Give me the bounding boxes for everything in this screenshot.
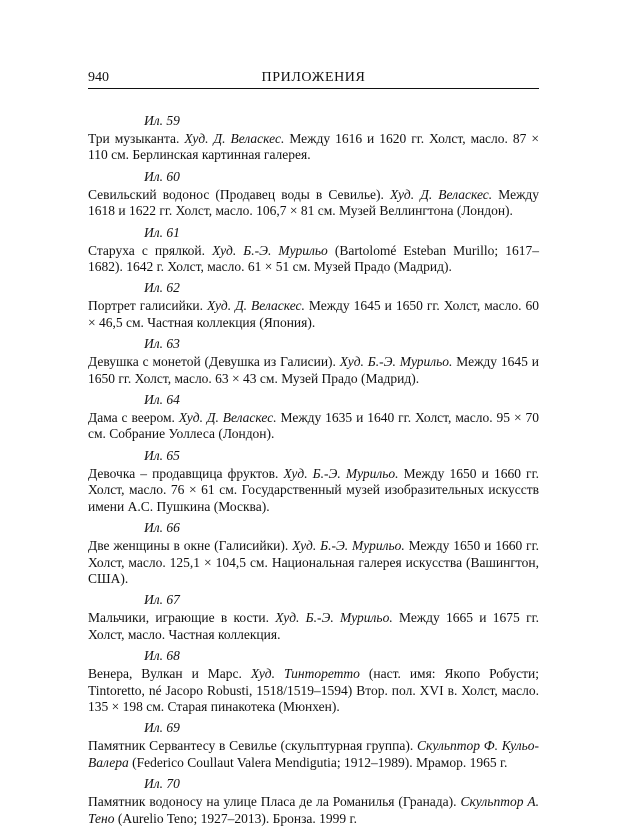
caption-text: Между 1645 и 1650 гг. Холст, масло. 63 × 43 см. Музей Прадо (Мадрид).: [88, 354, 539, 386]
caption-text: Девушка с монетой (Девушка из Галисии).: [88, 354, 340, 370]
caption-author: Скульптор А. Тено: [88, 794, 539, 826]
illustration-entry: [88, 391, 539, 443]
illustration-caption: [88, 738, 539, 771]
illustration-entry: [88, 168, 539, 220]
illustration-label: Ил. 63: [144, 336, 180, 352]
illustration-caption: [88, 131, 539, 164]
caption-text: (Federico Coullaut Valera Mendigutia; 1912–1989). Мрамор. 1965 г.: [128, 754, 508, 770]
caption-text: (наст. имя: Якопо Робусти; Tintoretto, né Jacopo Robusti, 1518/1519–1594) Втор. пол. XVI в. Холст, масло. 135 × 198 см. Старая пинакотека (Мюнхен).: [88, 666, 540, 714]
caption-author: Худ. Д. Веласкес.: [178, 410, 277, 426]
caption-author: Худ. Б.-Э. Мурильо.: [275, 610, 393, 626]
illustration-entry: [88, 447, 539, 515]
illustration-list: [88, 112, 539, 831]
illustration-caption: [88, 610, 539, 643]
caption-author: Худ. Б.-Э. Мурильо.: [292, 538, 405, 554]
caption-author: Худ. Б.-Э. Мурильо: [212, 242, 328, 258]
caption-text: Между 1635 и 1640 гг. Холст, масло. 95 × 70 см. Собрание Уоллеса (Лондон).: [88, 410, 539, 442]
illustration-label: Ил. 66: [144, 520, 180, 536]
illustration-caption: [88, 410, 539, 443]
caption-text: (Aurelio Teno; 1927–2013). Бронза. 1999 г.: [114, 810, 357, 826]
caption-text: Портрет галисийки.: [88, 298, 207, 314]
illustration-entry: [88, 647, 539, 715]
illustration-caption: [88, 354, 539, 387]
caption-text: Девочка – продавщица фруктов.: [88, 465, 284, 481]
page-number: 940: [88, 70, 109, 85]
caption-author: Худ. Д. Веласкес.: [184, 131, 285, 146]
illustration-label: Ил. 62: [144, 280, 180, 296]
illustration-entry: [88, 335, 539, 387]
caption-text: Дама с веером.: [88, 410, 179, 426]
illustration-label: Ил. 64: [144, 392, 180, 408]
running-head: ПРИЛОЖЕНИЯ: [261, 70, 366, 85]
caption-text: Между 1645 и 1650 гг. Холст, масло. 60 × 46,5 см. Частная коллекция (Япония).: [88, 298, 539, 330]
caption-author: Худ. Б.-Э. Мурильо.: [339, 354, 453, 370]
illustration-caption: [88, 666, 539, 715]
illustration-entry: [88, 719, 539, 771]
illustration-caption: [88, 538, 539, 587]
illustration-caption: [88, 298, 539, 331]
caption-text: Между 1665 и 1675 гг. Холст, масло. Частная коллекция.: [88, 610, 539, 642]
caption-text: Севильский водонос (Продавец воды в Севилье).: [88, 186, 390, 202]
illustration-label: Ил. 67: [144, 592, 180, 608]
illustration-label: Ил. 68: [144, 648, 180, 664]
caption-text: Мальчики, играющие в кости.: [88, 610, 276, 626]
illustration-caption: [88, 466, 539, 515]
illustration-label: Ил. 65: [144, 447, 180, 463]
caption-text: Три музыканта.: [88, 131, 185, 146]
illustration-caption: [88, 794, 539, 827]
illustration-caption: [88, 187, 539, 220]
illustration-entry: [88, 519, 539, 587]
page-header: [88, 68, 539, 89]
caption-author: Худ. Б.-Э. Мурильо.: [283, 465, 399, 481]
caption-text: Старуха с прялкой.: [88, 242, 213, 258]
caption-text: Памятник водоносу на улице Пласа де ла Романилья (Гранада).: [88, 794, 461, 810]
caption-text: Две женщины в окне (Галисийки).: [88, 538, 293, 554]
illustration-entry: [88, 224, 539, 276]
caption-text: Между 1650 и 1660 гг. Холст, масло. 76 × 61 см. Государственный музей изобразительных искусств имени А.С. Пушкина (Москва).: [88, 465, 539, 514]
illustration-label: Ил. 60: [144, 168, 180, 184]
caption-author: Худ. Д. Веласкес.: [206, 298, 305, 314]
illustration-entry: [88, 775, 539, 827]
caption-author: Скульптор Ф. Кульо-Валера: [88, 738, 539, 770]
illustration-entry: [88, 591, 539, 643]
caption-author: Худ. Тинторетто: [250, 666, 360, 682]
illustration-label: Ил. 61: [144, 224, 180, 240]
caption-text: Между 1650 и 1660 гг. Холст, масло. 125,1 × 104,5 см. Национальная галерея искусства (Вашингтон, США).: [88, 538, 539, 586]
illustration-caption: [88, 243, 539, 276]
illustration-label: Ил. 59: [144, 113, 180, 128]
caption-text: (Bartolomé Esteban Murillo; 1617–1682). 1642 г. Холст, масло. 61 × 51 см. Музей Прадо (Мадрид).: [88, 242, 539, 275]
caption-text: Между 1616 и 1620 гг. Холст, масло. 87 × 110 см. Берлинская картинная галерея.: [88, 131, 540, 163]
illustration-entry: [88, 279, 539, 331]
caption-author: Худ. Д. Веласкес.: [390, 186, 493, 202]
caption-text: Венера, Вулкан и Марс.: [88, 666, 251, 682]
illustration-label: Ил. 69: [144, 720, 180, 736]
caption-text: Памятник Сервантесу в Севилье (скульптурная группа).: [88, 738, 417, 754]
illustration-label: Ил. 70: [144, 776, 180, 792]
illustration-entry: [88, 112, 539, 164]
caption-text: Между 1618 и 1622 гг. Холст, масло. 106,7 × 81 см. Музей Веллингтона (Лондон).: [88, 186, 540, 219]
